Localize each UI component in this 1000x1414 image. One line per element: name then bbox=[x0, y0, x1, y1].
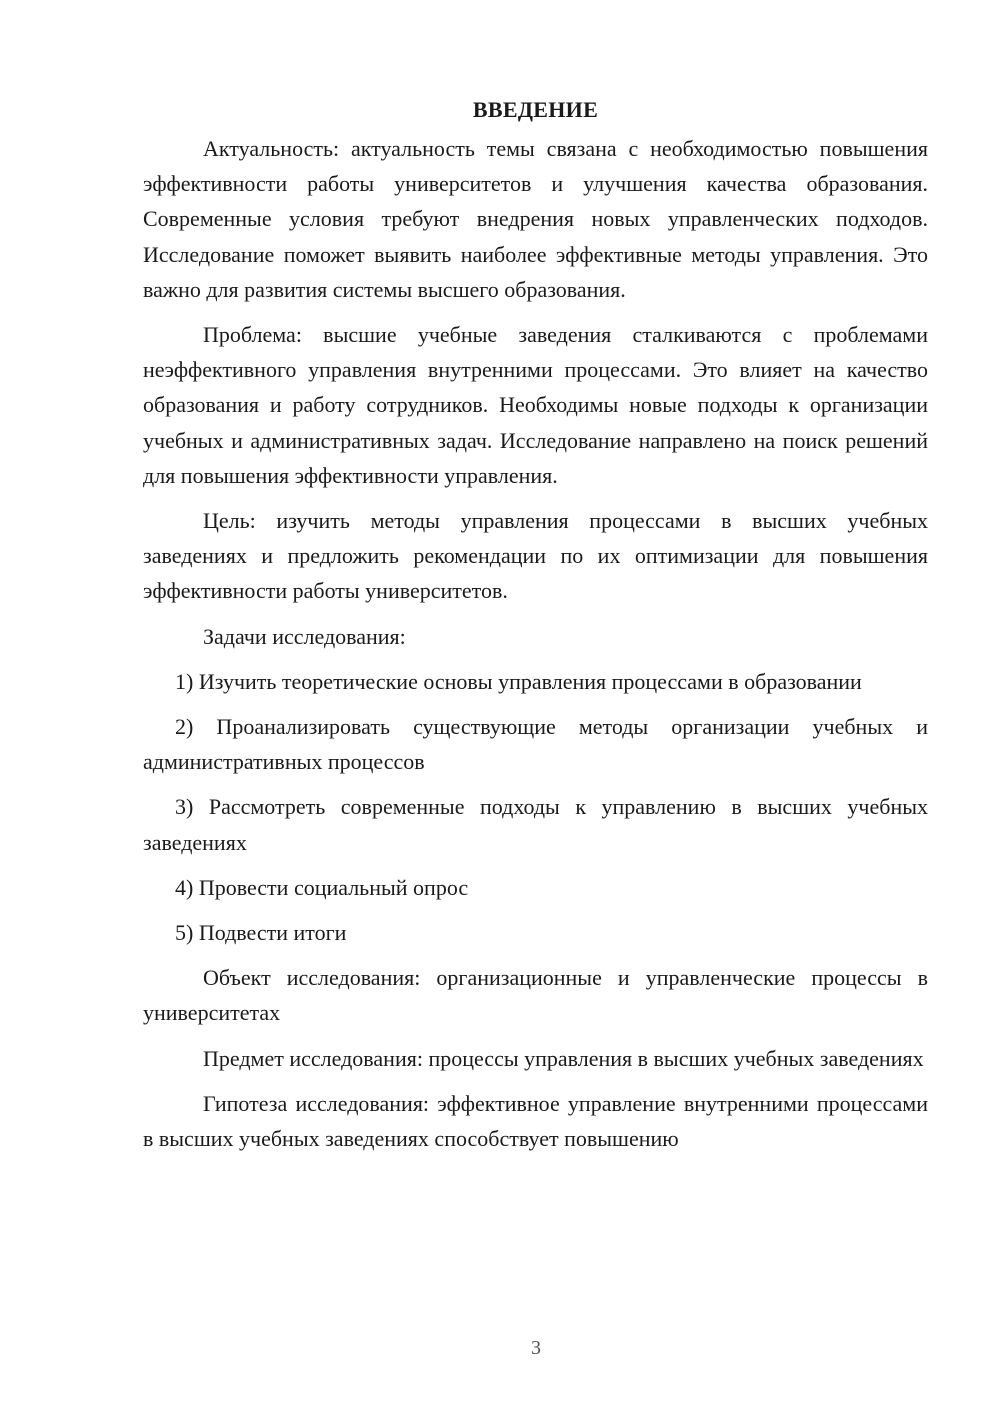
page-content bbox=[143, 92, 928, 1166]
paragraph-goal: Цель: изучить методы управления процессами в высших учебных заведениях и предложить рекомендации по их оптимизации для повышения эффективности работы университетов. bbox=[143, 508, 928, 604]
paragraph-problem: Проблема: высшие учебные заведения сталкиваются с проблемами неэффективного управления внутренними процессами. Это влияет на качество образования и работу сотрудников. Необходимы новые подходы к организации учебных и административных задач. Исследование направлено на поиск решений для повышения эффективности управления. bbox=[143, 322, 928, 488]
task-item: 2) Проанализировать существующие методы организации учебных и административных процессов bbox=[143, 714, 928, 775]
paragraph-subject: Предмет исследования: процессы управления в высших учебных заведениях bbox=[203, 1045, 924, 1071]
paragraph-hypothesis: Гипотеза исследования: эффективное управление внутренними процессами в высших учебных заведениях способствует повышению bbox=[143, 1090, 928, 1152]
task-item: 4) Провести социальный опрос bbox=[175, 874, 469, 900]
paragraph-relevance: Актуальность: актуальность темы связана с необходимостью повышения эффективности работы университетов и улучшения качества образования. Современные условия требуют внедрения новых управленческих подходов. Исследование поможет выявить наиболее эффективные методы управления. Это важно для развития системы высшего образования. bbox=[143, 136, 928, 302]
task-item: 3) Рассмотреть современные подходы к управлению в высших учебных заведениях bbox=[143, 794, 928, 855]
page-number: 3 bbox=[531, 1337, 541, 1359]
task-item: 1) Изучить теоретические основы управления процессами в образовании bbox=[175, 668, 862, 694]
section-title: ВВЕДЕНИЕ bbox=[472, 97, 599, 122]
paragraph-object: Объект исследования: организационные и управленческие процессы в университетах bbox=[143, 965, 928, 1026]
paragraph-tasks-heading: Задачи исследования: bbox=[203, 623, 406, 649]
task-item: 5) Подвести итоги bbox=[175, 920, 347, 946]
